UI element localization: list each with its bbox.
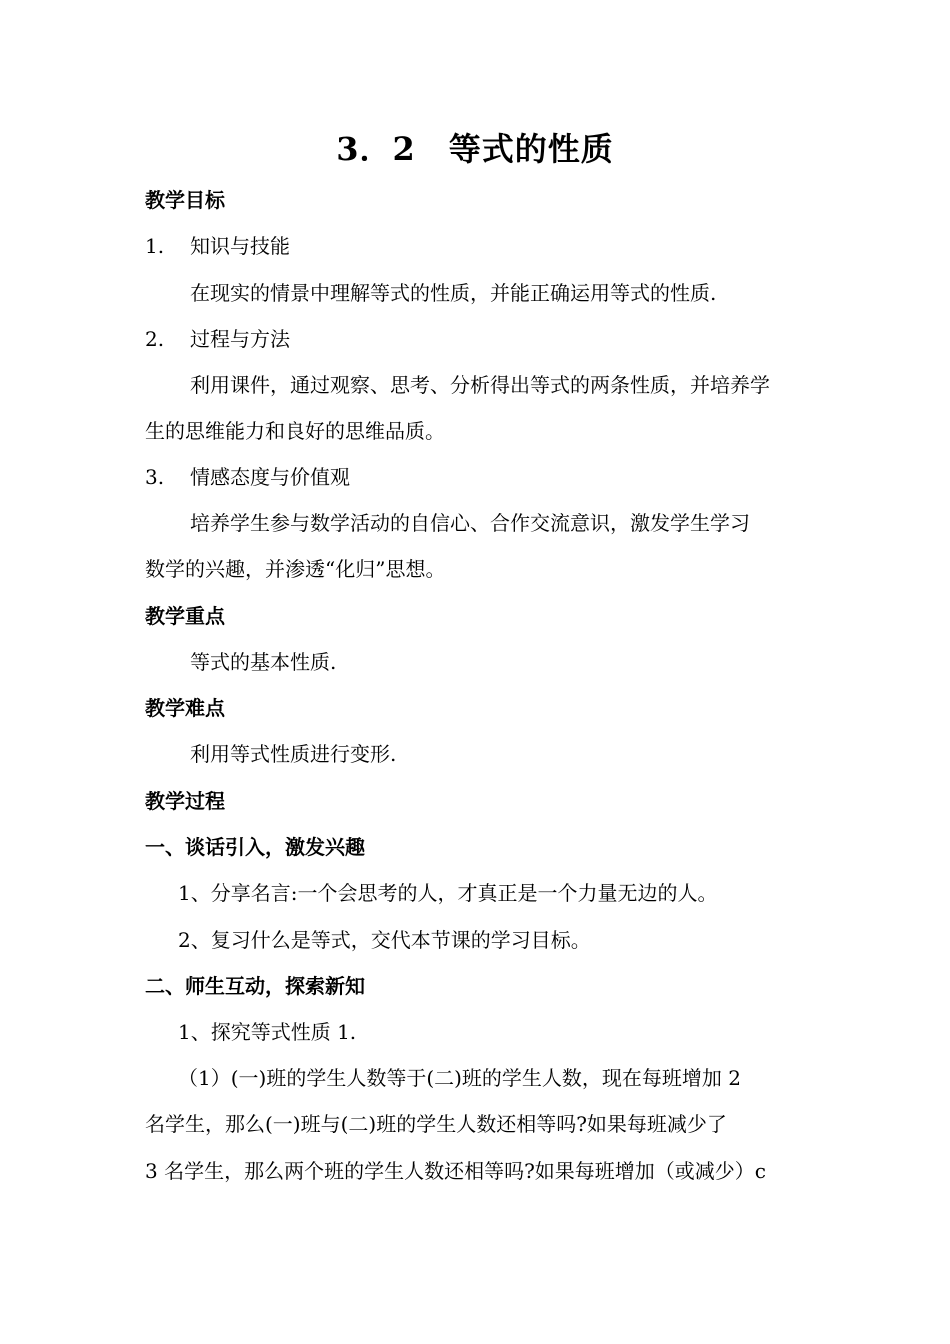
section-2-paragraph-line-1: （1）(一)班的学生人数等于(二)班的学生人数，现在每班增加 2 <box>178 1066 742 1090</box>
objective-item-1-number: 1. <box>145 234 165 258</box>
objective-item-2-title: 过程与方法 <box>190 327 290 351</box>
page-title: 3．2 等式的性质 <box>336 130 614 168</box>
objective-item-3 <box>145 461 815 493</box>
key-point-heading: 教学重点 <box>145 604 225 628</box>
objective-item-3-text-line-1: 培养学生参与数学活动的自信心、合作交流意识，激发学生学习 <box>190 511 750 535</box>
difficulty-heading: 教学难点 <box>145 696 225 720</box>
objectives-heading: 教学目标 <box>145 188 225 212</box>
section-1-item-1: 1、分享名言:一个会思考的人，才真正是一个力量无边的人。 <box>178 881 718 905</box>
objective-item-1-title: 知识与技能 <box>190 234 290 258</box>
section-2-paragraph-line-3: 3 名学生，那么两个班的学生人数还相等吗?如果每班增加（或减少）c <box>145 1159 767 1183</box>
objective-item-3-number: 3. <box>145 465 165 489</box>
process-heading: 教学过程 <box>145 789 225 813</box>
section-2-heading: 二、师生互动，探索新知 <box>145 974 365 998</box>
objective-item-3-title: 情感态度与价值观 <box>190 465 350 489</box>
objective-item-2-text-line-2: 生的思维能力和良好的思维品质。 <box>145 419 445 443</box>
objective-item-2-number: 2. <box>145 327 165 351</box>
key-point-text: 等式的基本性质. <box>190 650 337 674</box>
objective-item-1 <box>145 230 815 262</box>
objective-item-1-text: 在现实的情景中理解等式的性质，并能正确运用等式的性质. <box>190 281 717 305</box>
section-1-item-2: 2、复习什么是等式，交代本节课的学习目标。 <box>178 928 591 952</box>
section-2-paragraph-line-2: 名学生，那么(一)班与(二)班的学生人数还相等吗?如果每班减少了 <box>145 1112 727 1136</box>
section-2-item-1: 1、探究等式性质 1. <box>178 1020 357 1044</box>
objective-item-2 <box>145 323 815 355</box>
difficulty-text: 利用等式性质进行变形. <box>190 742 397 766</box>
objective-item-3-text-line-2: 数学的兴趣，并渗透“化归”思想。 <box>145 557 446 581</box>
section-1-heading: 一、谈话引入，激发兴趣 <box>145 835 365 859</box>
objective-item-2-text-line-1: 利用课件，通过观察、思考、分析得出等式的两条性质，并培养学 <box>190 373 770 397</box>
